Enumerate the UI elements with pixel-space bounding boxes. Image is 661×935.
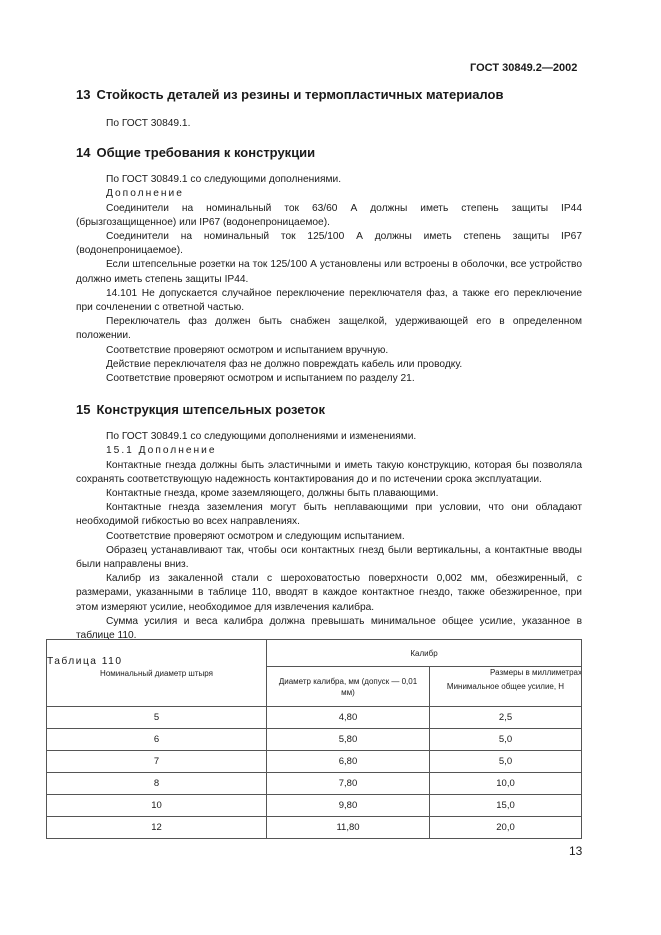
table-cell: 8: [47, 773, 267, 795]
table-cell: 12: [47, 817, 267, 839]
table-cell: 5,0: [430, 751, 582, 773]
table-cell: 7: [47, 751, 267, 773]
section-number: 13: [76, 87, 91, 102]
section-15-heading: [76, 402, 582, 418]
section-13-heading: [76, 87, 582, 103]
table-row: [47, 817, 582, 839]
section-number: 14: [76, 145, 91, 161]
document-id: ГОСТ 30849.2—2002: [470, 62, 578, 74]
table-cell: 10: [47, 795, 267, 817]
table-cell: 6,80: [267, 751, 430, 773]
paragraph: Контактные гнезда должны быть эластичными и иметь такую конструкцию, которая бы позволяла сохранять соответствующую надежность контактирования до и по истечении срока эксплуатации.: [76, 459, 582, 485]
clause-15-1-addendum: 15.1 Дополнение: [106, 445, 217, 457]
paragraph: Переключатель фаз должен быть снабжен защелкой, удерживающей его в определенном положении.: [76, 316, 582, 342]
table-cell: 7,80: [267, 773, 430, 795]
table-units-note: Размеры в миллиметрах: [490, 668, 582, 678]
column-header-pin-diameter: Номинальный диаметр штыря: [47, 640, 267, 707]
section-title: Стойкость деталей из резины и термопластичных материалов: [96, 87, 504, 102]
table-cell: 10,0: [430, 773, 582, 795]
table-row: [47, 773, 582, 795]
paragraph: Действие переключателя фаз не должно повреждать кабель или проводку.: [106, 358, 463, 370]
table-cell: 2,5: [430, 707, 582, 729]
table-cell: 6: [47, 729, 267, 751]
paragraph: Если штепсельные розетки на ток 125/100 А установлены или встроены в оболочки, все устройство должно иметь степень защиты IP44.: [76, 259, 582, 285]
section-title: Общие требования к конструкции: [96, 145, 316, 161]
page-number: 13: [569, 844, 583, 858]
addendum-label: Дополнение: [106, 188, 184, 200]
clause-14-101: 14.101 Не допускается случайное переключение переключателя фаз, а также его переключение при сочленении с ответной частью.: [76, 287, 582, 314]
paragraph: Контактные гнезда заземления могут быть неплавающими при условии, что они обладают необходимой гибкостью во всех направлениях.: [76, 502, 582, 528]
section-number: 15: [76, 402, 91, 418]
section-14-heading: [76, 145, 582, 161]
paragraph: По ГОСТ 30849.1.: [106, 118, 191, 129]
table-cell: 11,80: [267, 817, 430, 839]
paragraph: По ГОСТ 30849.1 со следующими дополнениями.: [106, 174, 342, 186]
paragraph: Соответствие проверяют осмотром и испытанием по разделу 21.: [106, 373, 415, 385]
paragraph: Сумма усилия и веса калибра должна превышать минимальное общее усилие, указанное в таблице 110.: [76, 615, 582, 642]
table-cell: 5,0: [430, 729, 582, 751]
column-group-header-gauge: Калибр: [267, 640, 582, 667]
table-row: [47, 751, 582, 773]
paragraph: Соединители на номинальный ток 63/60 А должны иметь степень защиты IP44 (брызгозащищенное) или IP67 (водонепроницаемое).: [76, 202, 582, 228]
table-cell: 15,0: [430, 795, 582, 817]
table-cell: 5,80: [267, 729, 430, 751]
column-header-gauge-diameter: Диаметр калибра, мм (допуск — 0,01 мм): [267, 667, 430, 707]
paragraph: Образец устанавливают так, чтобы оси контактных гнезд были вертикальны, а контактные вводы были направлены вниз.: [76, 544, 582, 571]
table-cell: 4,80: [267, 707, 430, 729]
table-cell: 20,0: [430, 817, 582, 839]
gauge-table: [46, 639, 582, 839]
paragraph: Контактные гнезда, кроме заземляющего, должны быть плавающими.: [106, 488, 439, 500]
paragraph: Соответствие проверяют осмотром и испытанием вручную.: [106, 344, 389, 356]
table-caption: Таблица 110: [47, 656, 123, 668]
paragraph: Соответствие проверяют осмотром и следующим испытанием.: [106, 530, 405, 542]
column-header-min-force: Минимальное общее усилие, Н: [430, 667, 582, 707]
table-cell: 5: [47, 707, 267, 729]
paragraph: Соединители на номинальный ток 125/100 А должны иметь степень защиты IP67 (водонепроницаемое).: [76, 231, 582, 257]
table-row: [47, 707, 582, 729]
table-row: [47, 795, 582, 817]
table-cell: 9,80: [267, 795, 430, 817]
paragraph: По ГОСТ 30849.1 со следующими дополнениями и изменениями.: [106, 431, 417, 443]
section-title: Конструкция штепсельных розеток: [96, 402, 325, 418]
paragraph: Калибр из закаленной стали с шероховатостью поверхности 0,002 мм, обезжиренный, с размерами, указанными в таблице 110, вводят в каждое контактное гнездо, также обезжиренное, при этом измеряют усилие, необходимое для извлечения калибра.: [76, 573, 582, 613]
table-row: [47, 729, 582, 751]
